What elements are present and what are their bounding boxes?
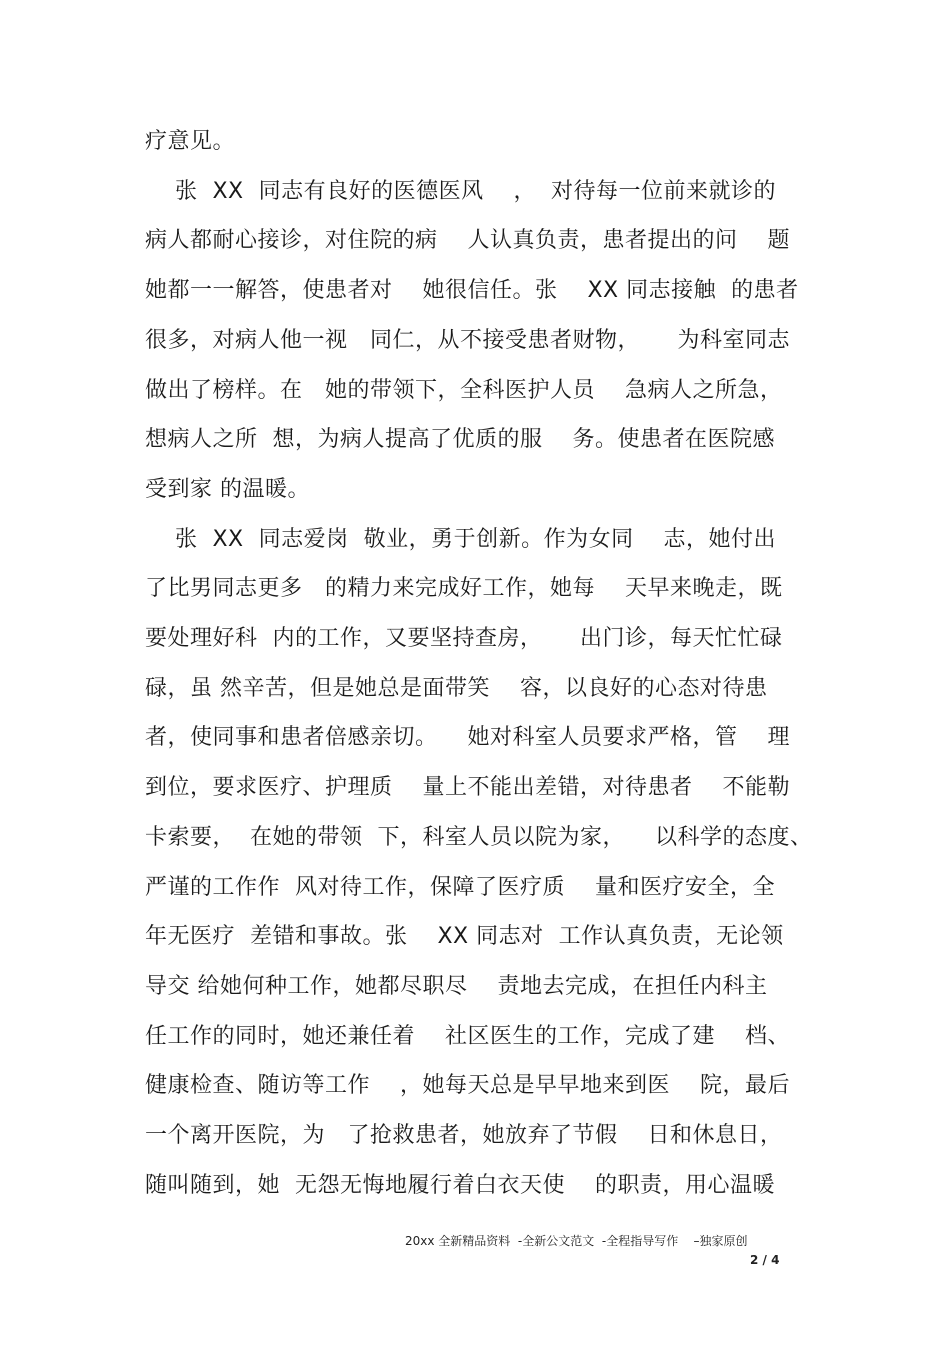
text-line: 受到家 的温暖。 [145,476,310,502]
footer-text: 20xx 全新精品资料 -全新公文范文 -全程指导写作 –独家原创 [405,1234,748,1248]
text-line: 者，使同事和患者倍感亲切。 她对科室人员要求严格，管 理 [145,725,790,751]
text-line: 做出了榜样。在 她的带领下，全科医护人员 急病人之所急， [145,377,783,403]
text-line: 病人都耐心接诊，对住院的病 人认真负责，患者提出的问 题 [145,228,790,254]
text-line: 一个离开医院，为 了抢救患者，她放弃了节假 日和休息日， [145,1123,783,1148]
text-line: 任工作的同时，她还兼任着 社区医生的工作，完成了建 档、 [145,1023,790,1049]
text-line: 张 XX 同志有良好的医德医风 ， 对待每一位前来就诊的 [145,178,777,204]
text-line: 碌，虽 然辛苦，但是她总是面带笑 容，以良好的心态对待患 [145,675,768,701]
text-line: 健康检查、随访等工作 ，她每天总是早早地来到医 院，最后 [145,1073,790,1099]
text-line: 导交 给她何种工作，她都尽职尽 责地去完成，在担任内科主 [145,973,768,999]
text-line: 到位，要求医疗、护理质 量上不能出差错，对待患者 不能勒 [145,775,790,801]
text-line: 很多，对病人他一视 同仁，从不接受患者财物， 为科室同志 [145,327,790,353]
text-line: 她都一一解答，使患者对 她很信任。张 XX 同志接触 的患者 [145,278,799,304]
text-line: 随叫随到，她 无怨无悔地履行着白衣天使 的职责，用心温暖 [145,1172,775,1198]
text-line: 了比男同志更多 的精力来完成好工作，她每 天早来晚走，既 [145,576,783,602]
text-line: 年无医疗 差错和事故。张 XX 同志对 工作认真负责，无论领 [145,924,784,950]
text-line: 疗意见。 [145,129,236,154]
text-line: 卡索要， 在她的带领 下，科室人员以院为家， 以科学的态度、 [145,824,813,850]
text-line: 严谨的工作作 风对待工作，保障了医疗质 量和医疗安全，全 [145,874,775,900]
text-line: 想病人之所 想，为病人提高了优质的服 务。使患者在医院感 [145,427,775,453]
text-line: 要处理好科 内的工作，又要坚持查房， 出门诊，每天忙忙碌 [145,626,783,651]
text-line: 张 XX 同志爱岗 敬业，勇于创新。作为女同 志，她付出 [145,526,777,552]
page-number: 2 / 4 [750,1253,780,1267]
